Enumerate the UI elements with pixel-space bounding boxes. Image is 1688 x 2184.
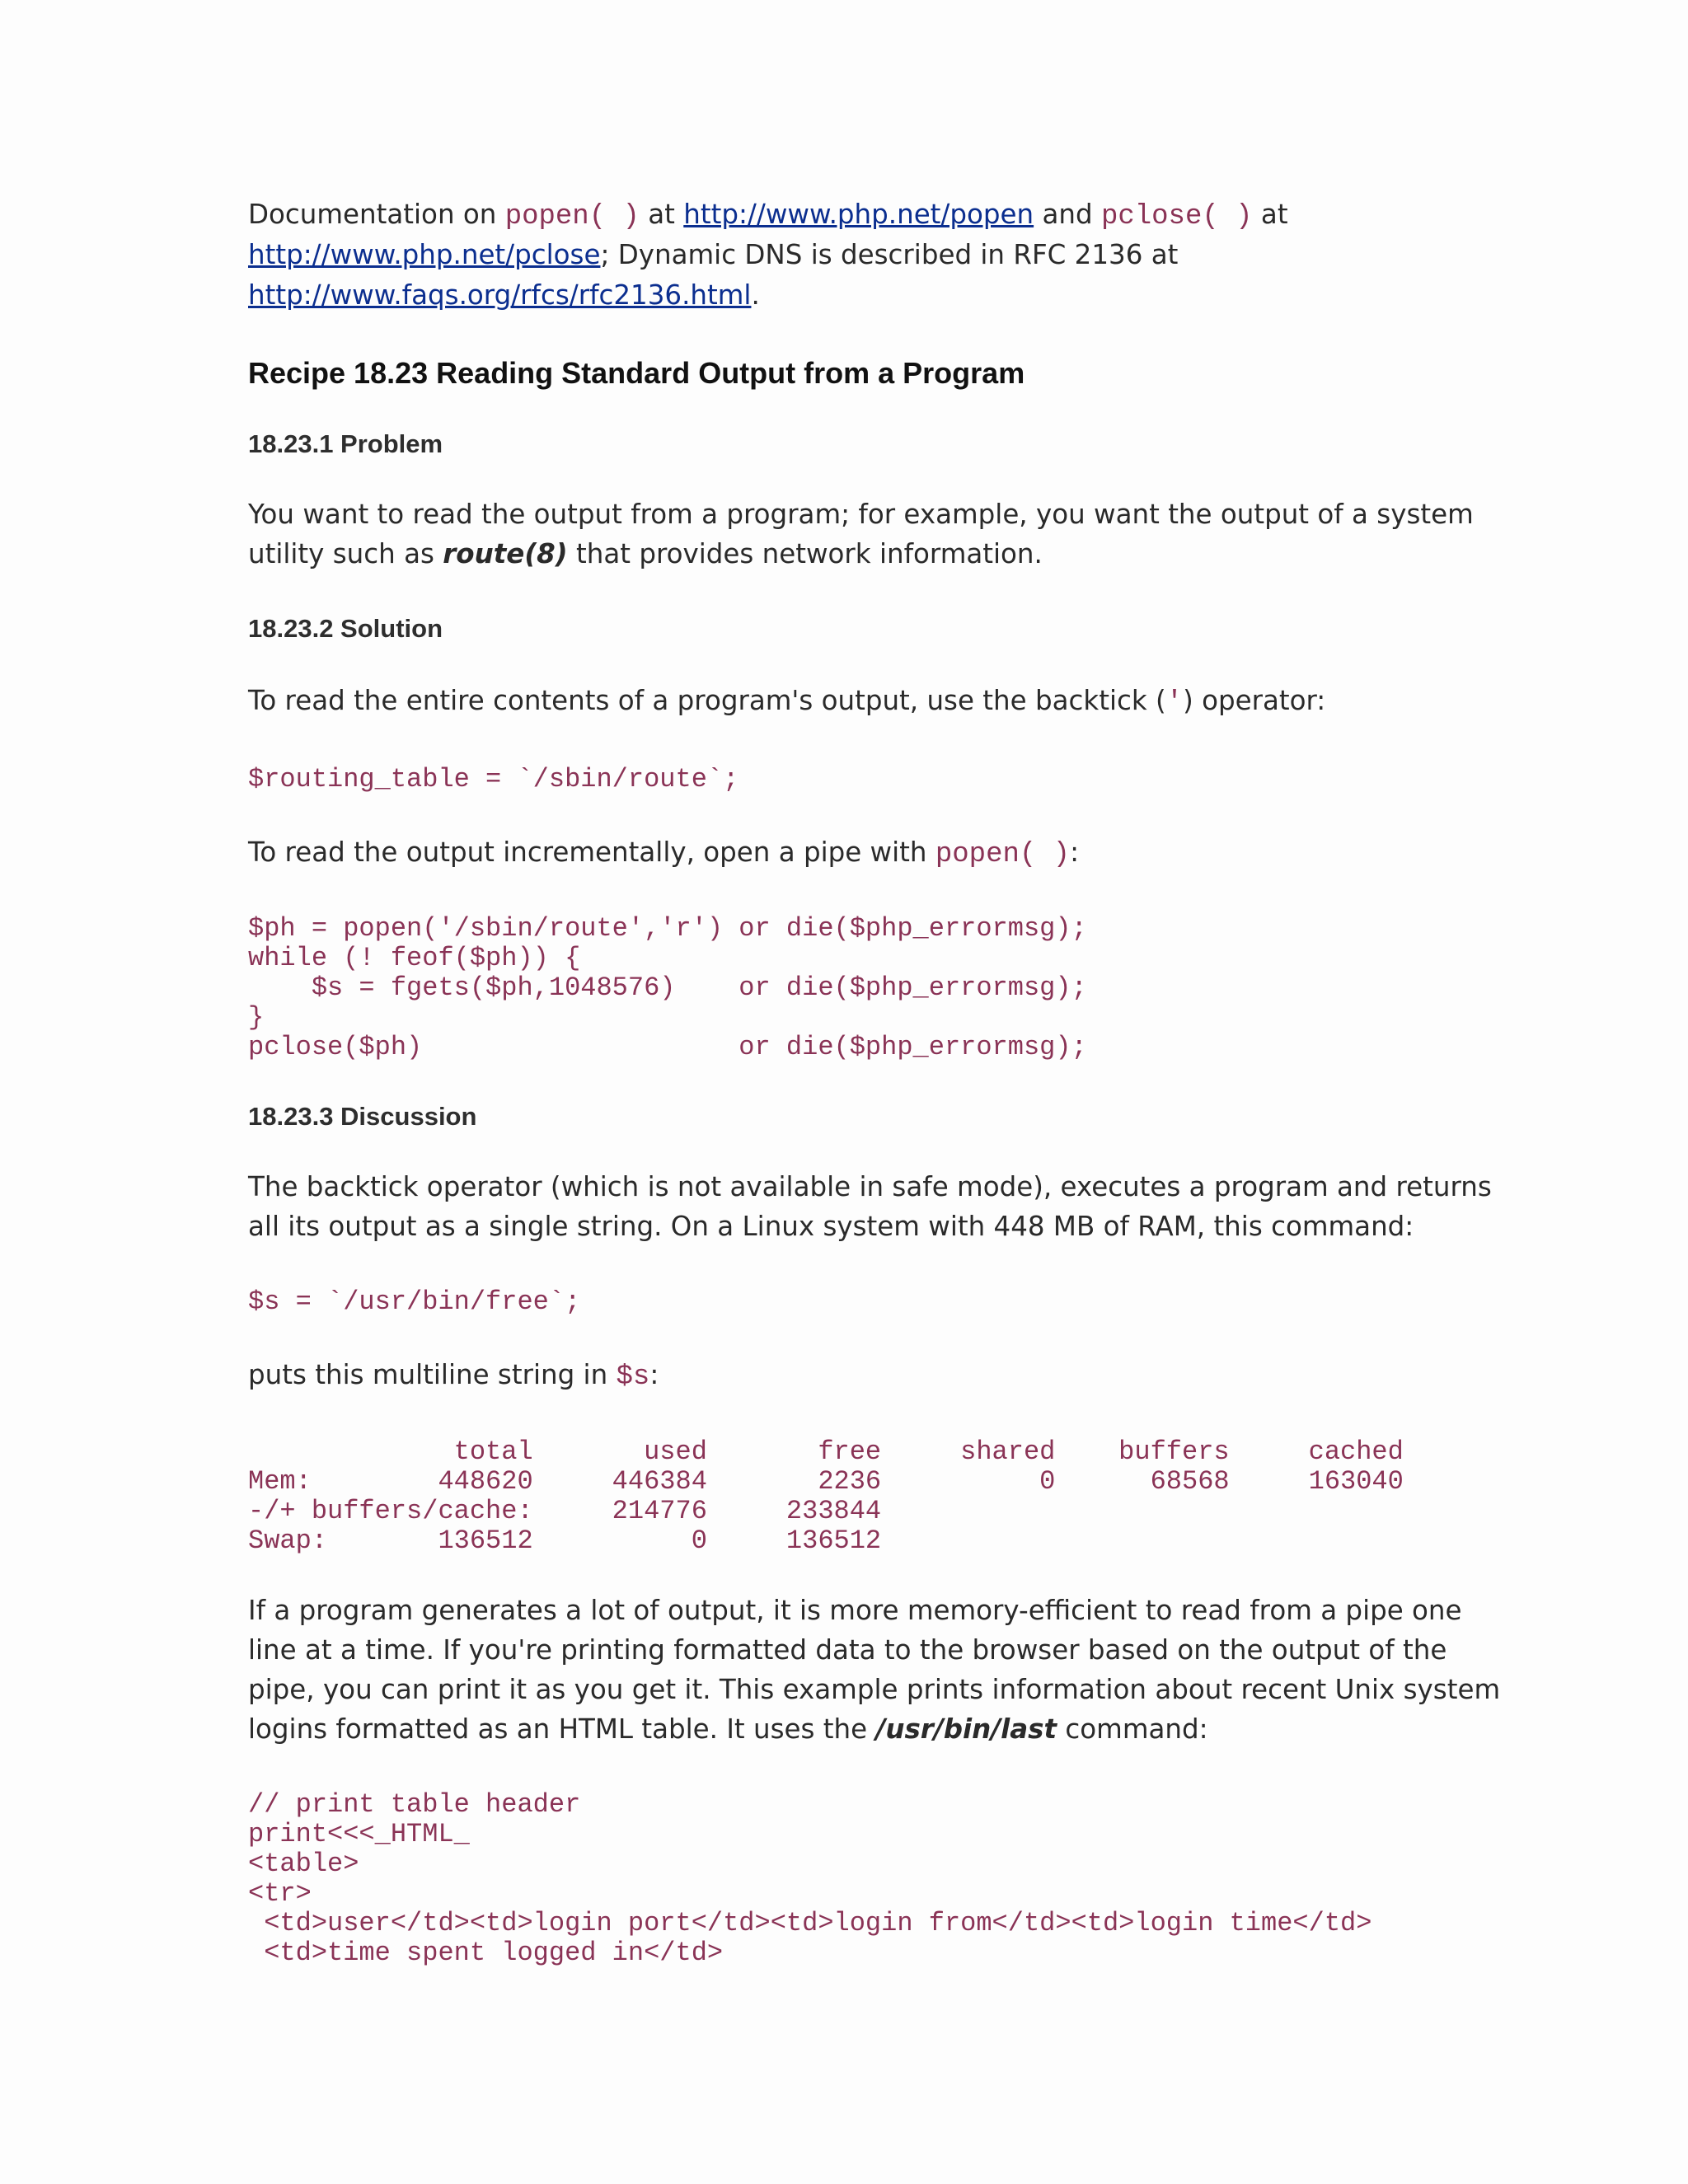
link-rfc2136[interactable]: http://www.faqs.org/rfcs/rfc2136.html [248, 279, 752, 311]
text: Documentation on [248, 199, 505, 230]
text: . [751, 279, 760, 311]
text: command: [1057, 1713, 1208, 1745]
last-command-path: /usr/bin/last [875, 1713, 1057, 1745]
discussion-heading: 18.23.3 Discussion [248, 1102, 477, 1131]
solution-paragraph1 [248, 681, 1325, 723]
inline-code-popen: popen( ) [504, 201, 640, 232]
text: at [1252, 199, 1288, 230]
solution-heading: 18.23.2 Solution [248, 614, 443, 643]
reference-paragraph-line1 [248, 194, 1288, 237]
problem-line1: You want to read the output from a program; for example, you want the output of a system [248, 499, 1474, 530]
discussion-p3-line3: pipe, you can print it as you get it. This example prints information about recent Unix system [248, 1674, 1501, 1705]
text: puts this multiline string in [248, 1359, 617, 1390]
reference-paragraph-line2 [248, 235, 1178, 274]
code-block-routing-table: $routing_table = `/sbin/route`; [248, 764, 739, 794]
text: ) operator: [1183, 685, 1326, 716]
text: : [649, 1359, 659, 1390]
text: ; Dynamic DNS is described in RFC 2136 at [600, 239, 1179, 270]
code-block-free-output: total used free shared buffers cached Mem: 448620 446384 2236 0 68568 163040 -/+ buffers/cache: 214776 233844 Swap: 136512 0 136512 [248, 1436, 1404, 1556]
discussion-p3-line2: line at a time. If you're printing formatted data to the browser based on the output of the [248, 1634, 1447, 1666]
route-command: route(8) [443, 538, 568, 569]
link-php-popen[interactable]: http://www.php.net/popen [683, 199, 1034, 230]
discussion-p3-line1: If a program generates a lot of output, it is more memory-efficient to read from a pipe one [248, 1595, 1462, 1626]
problem-heading: 18.23.1 Problem [248, 429, 443, 458]
inline-code-s: $s [616, 1361, 650, 1393]
problem-line2 [248, 534, 1043, 574]
text: utility such as [248, 538, 443, 569]
text: at [639, 199, 684, 230]
recipe-title: Recipe 18.23 Reading Standard Output from a Program [248, 356, 1025, 390]
reference-paragraph-line3 [248, 275, 760, 315]
inline-code-pclose: pclose( ) [1100, 201, 1253, 232]
solution-paragraph2 [248, 832, 1079, 874]
discussion-p3-line4 [248, 1709, 1208, 1749]
text: that provides network information. [567, 538, 1043, 569]
text: To read the output incrementally, open a pipe with [248, 837, 935, 868]
link-php-pclose[interactable]: http://www.php.net/pclose [248, 239, 601, 270]
discussion-p2 [248, 1355, 659, 1397]
code-block-print-table: // print table header print<<<_HTML_ <table> <tr> <td>user</td><td>login port</td><td>login from</td><td>login time</td> <td>time spent logged in</td> [248, 1789, 1372, 1968]
backtick-glyph: ' [1165, 687, 1184, 719]
code-block-free: $s = `/usr/bin/free`; [248, 1286, 581, 1317]
code-block-popen-loop: $ph = popen('/sbin/route','r') or die($php_errormsg); while (! feof($ph)) { $s = fgets($ph,1048576) or die($php_errormsg); } pclose($ph) or die($php_errormsg); [248, 913, 1087, 1062]
discussion-p1-line1: The backtick operator (which is not available in safe mode), executes a program and returns [248, 1171, 1492, 1202]
text: To read the entire contents of a program's output, use the backtick ( [248, 685, 1166, 716]
text: logins formatted as an HTML table. It uses the [248, 1713, 876, 1745]
inline-code-popen: popen( ) [935, 839, 1071, 870]
discussion-p1-line2: all its output as a single string. On a Linux system with 448 MB of RAM, this command: [248, 1211, 1414, 1242]
text: and [1034, 199, 1101, 230]
text: : [1070, 837, 1080, 868]
